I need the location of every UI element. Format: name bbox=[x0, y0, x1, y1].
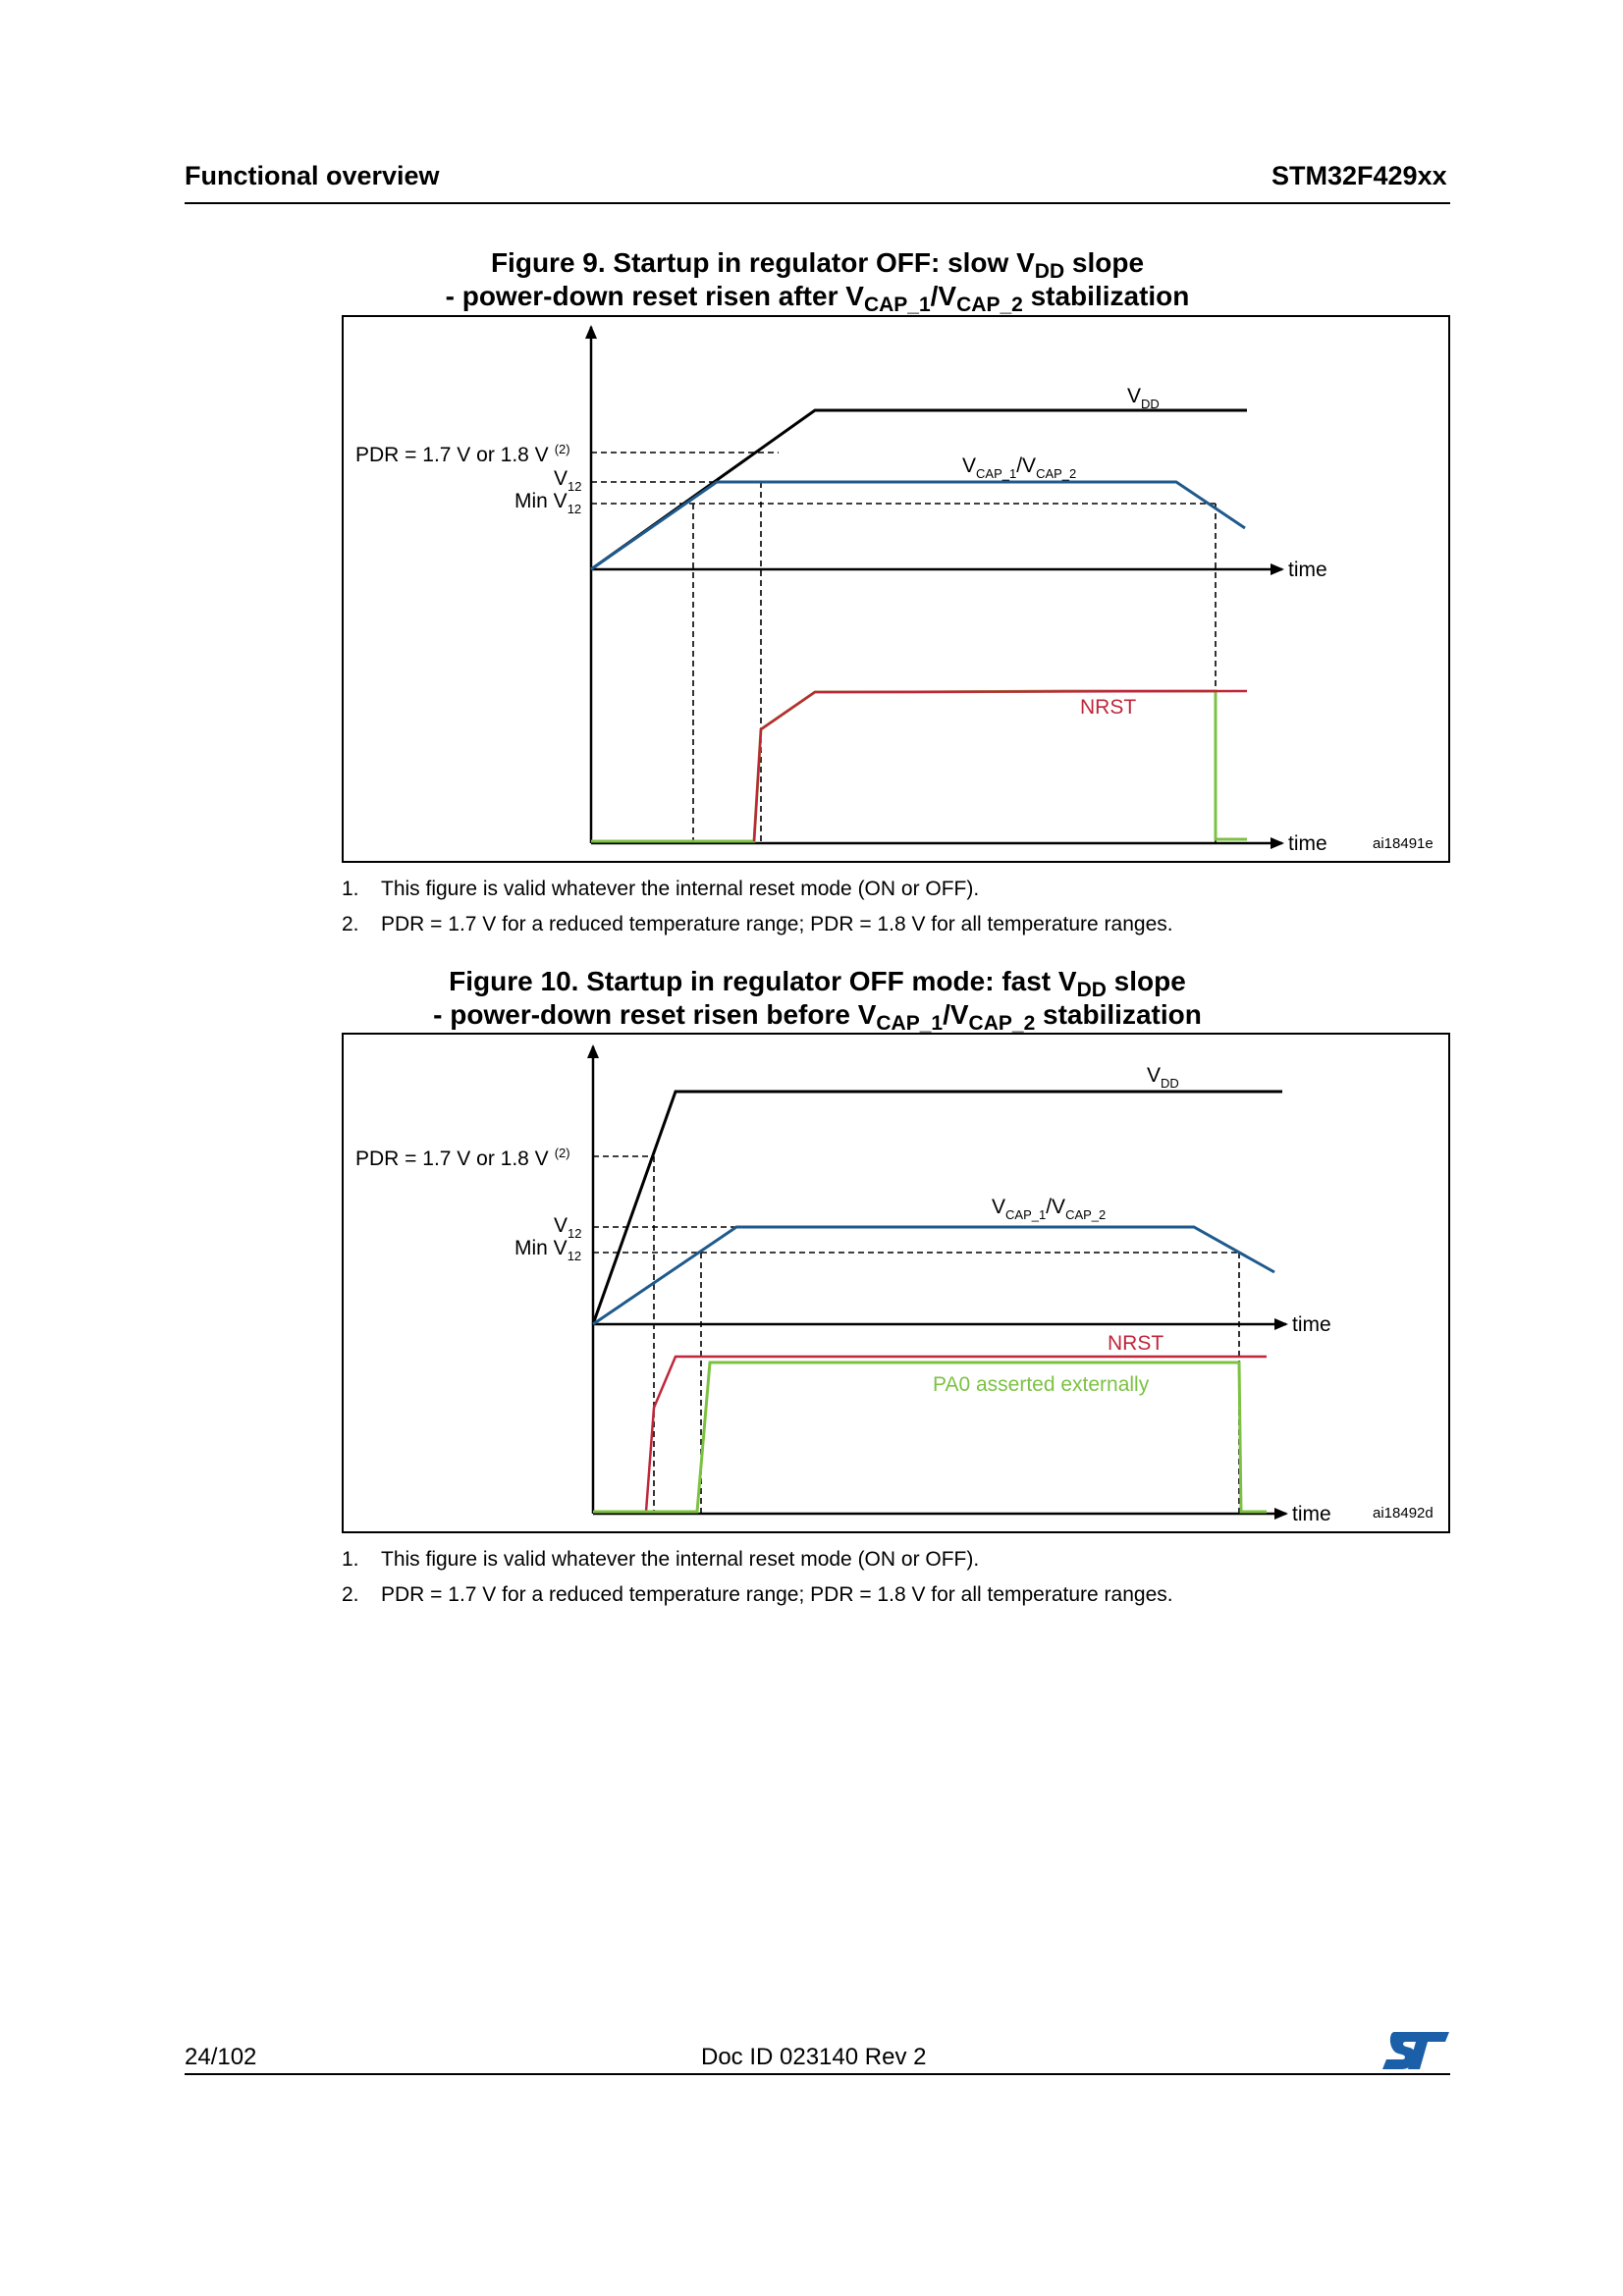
figure-10-nrst-label: NRST bbox=[1108, 1332, 1164, 1355]
figure-10-title-line1: Figure 10. Startup in regulator OFF mode: fast $V_{DD}$ slope bbox=[449, 966, 1186, 1001]
figure-9-nrst-label: NRST bbox=[1080, 696, 1137, 719]
figure-9-nrst-line bbox=[754, 691, 1247, 841]
st-logo-icon bbox=[1380, 2030, 1451, 2071]
figure-9-vdd-label: $V_{DD}$ bbox=[1127, 385, 1160, 411]
figure-10-v12-label: $V_{12}$ bbox=[554, 1214, 582, 1241]
figure-9-svg bbox=[344, 317, 1452, 865]
figure-10-vcap-line bbox=[593, 1227, 1274, 1324]
footer-rule bbox=[185, 2073, 1450, 2075]
figure-10-id: ai18492d bbox=[1373, 1505, 1434, 1522]
figure-10-vdd-line bbox=[593, 1092, 1282, 1324]
figure-10-pa0-label: PA0 asserted externally bbox=[933, 1373, 1150, 1396]
figure-10-pa0-line bbox=[593, 1362, 1267, 1512]
doc-id: Doc ID 023140 Rev 2 bbox=[701, 2044, 927, 2070]
figure-10-svg bbox=[344, 1035, 1452, 1535]
figure-10-title bbox=[185, 965, 1450, 1035]
figure-9-vcap-line bbox=[591, 482, 1245, 569]
figure-9-vcap-label: $V_{CAP\_1}/V_{CAP\_2}$ bbox=[962, 454, 1077, 481]
figure-10-vdd-label: $V_{DD}$ bbox=[1147, 1064, 1179, 1091]
header-rule bbox=[185, 202, 1450, 204]
figure-9-time-label-bottom: time bbox=[1288, 832, 1327, 855]
st-logo bbox=[1380, 2030, 1451, 2071]
section-title: Functional overview bbox=[185, 161, 440, 190]
figure-9-diagram bbox=[342, 315, 1450, 863]
figure-9-min-v12-label: Min $V_{12}$ bbox=[514, 490, 582, 516]
part-number: STM32F429xx bbox=[1271, 161, 1447, 190]
figure-9-vdd-line bbox=[591, 410, 1247, 569]
figure-9-title-line1: Figure 9. Startup in regulator OFF: slow $V_{DD}$ slope bbox=[490, 247, 1145, 283]
figure-9-title bbox=[185, 246, 1450, 316]
figure-9-title-line2: - power-down reset risen after $V_{CAP\_1}/V_{CAP\_2}$ stabilization bbox=[445, 281, 1190, 316]
figure-10-title-line2: - power-down reset risen before $V_{CAP\_1}/V_{CAP\_2}$ stabilization bbox=[433, 999, 1202, 1035]
page-number: 24/102 bbox=[185, 2044, 257, 2070]
figure-9-v12-label: $V_{12}$ bbox=[554, 467, 582, 494]
figure-10-time-label-bottom: time bbox=[1292, 1503, 1331, 1525]
figure-10-vcap-label: $V_{CAP\_1}/V_{CAP\_2}$ bbox=[992, 1196, 1107, 1222]
figure-9-id: ai18491e bbox=[1373, 835, 1434, 852]
figure-10-min-v12-label: Min $V_{12}$ bbox=[514, 1237, 582, 1263]
figure-9-dashed-guides bbox=[591, 453, 1216, 843]
figure-10-time-label-top: time bbox=[1292, 1313, 1331, 1336]
figure-9-pdr-label: PDR = 1.7 V or 1.8 V $^{(2)}$ bbox=[355, 442, 570, 466]
figure-9-pa0-line bbox=[591, 691, 1247, 841]
figure-9-time-label-top: time bbox=[1288, 559, 1327, 581]
figure-10-pdr-label: PDR = 1.7 V or 1.8 V $^{(2)}$ bbox=[355, 1146, 570, 1170]
figure-10-diagram bbox=[342, 1033, 1450, 1533]
